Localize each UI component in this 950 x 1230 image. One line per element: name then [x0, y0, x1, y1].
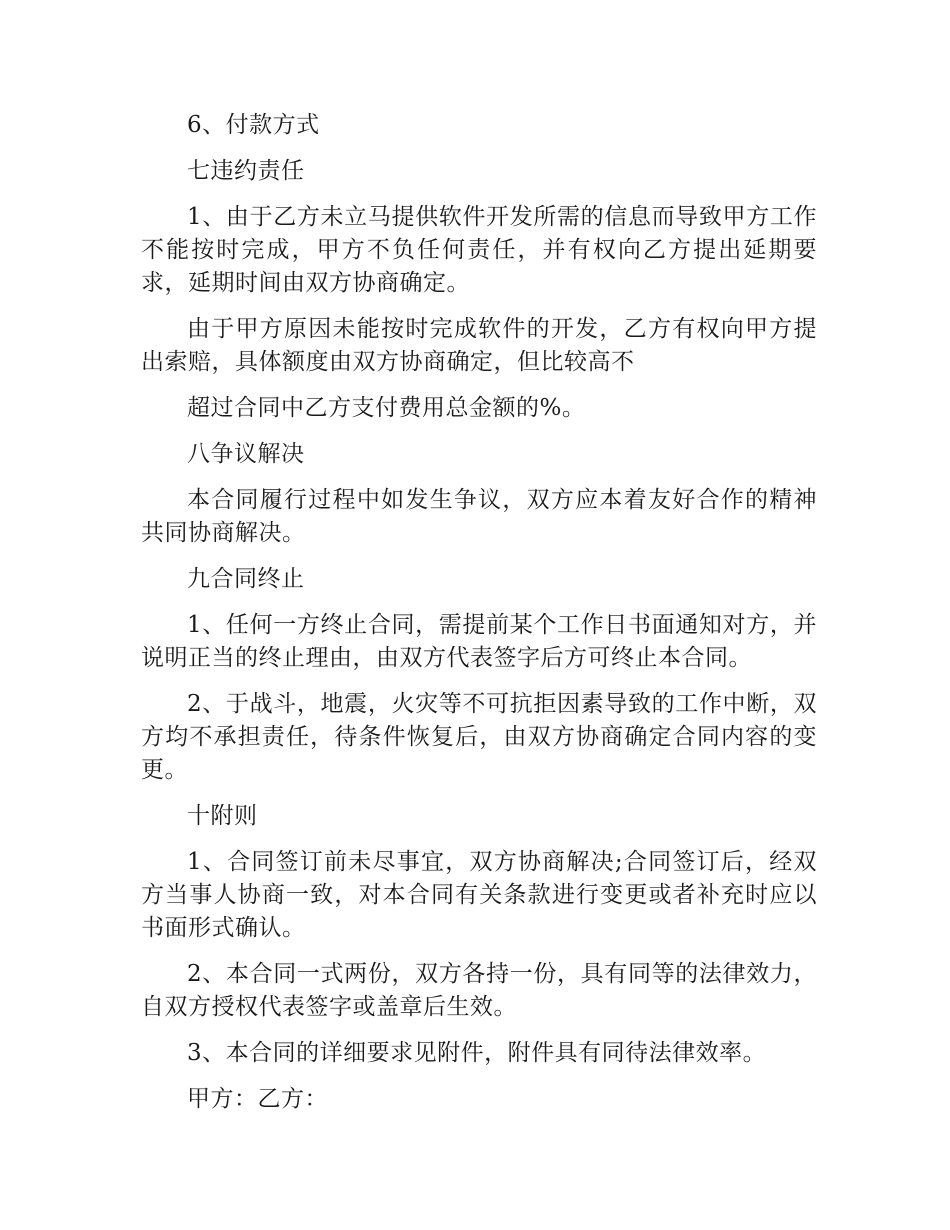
- paragraph: 1、任何一方终止合同，需提前某个工作日书面通知对方，并说明正当的终止理由，由双方代表签字后方可终止本合同。: [141, 612, 817, 671]
- section-heading-dispute: 八争议解决: [187, 441, 305, 467]
- paragraph: 1、合同签订前未尽事宜，双方协商解决;合同签订后，经双方当事人协商一致，对本合同有关条款进行变更或者补充时应以书面形式确认。: [141, 849, 817, 941]
- paragraph: 1、由于乙方未立马提供软件开发所需的信息而导致甲方工作不能按时完成，甲方不负任何责任，并有权向乙方提出延期要求，延期时间由双方协商确定。: [141, 204, 817, 296]
- section-heading-termination: 九合同终止: [187, 566, 305, 592]
- section-heading-appendix: 十附则: [187, 803, 258, 829]
- section-heading-breach: 七违约责任: [187, 158, 305, 184]
- signature-line: 甲方：乙方：: [187, 1086, 328, 1112]
- paragraph: 2、于战斗，地震，火灾等不可抗拒因素导致的工作中断，双方均不承担责任，待条件恢复后，由双方协商确定合同内容的变更。: [141, 691, 817, 783]
- payment-method-item: 6、付款方式: [187, 112, 320, 138]
- document-body: [141, 109, 817, 1129]
- paragraph: 3、本合同的详细要求见附件，附件具有同待法律效率。: [187, 1040, 767, 1066]
- paragraph: 本合同履行过程中如发生争议，双方应本着友好合作的精神共同协商解决。: [141, 487, 817, 546]
- paragraph: 超过合同中乙方支付费用总金额的%。: [187, 395, 586, 421]
- paragraph: 由于甲方原因未能按时完成软件的开发，乙方有权向甲方提出索赔，具体额度由双方协商确定，但比较高不: [141, 316, 817, 375]
- paragraph: 2、本合同一式两份，双方各持一份，具有同等的法律效力，自双方授权代表签字或盖章后生效。: [141, 961, 817, 1020]
